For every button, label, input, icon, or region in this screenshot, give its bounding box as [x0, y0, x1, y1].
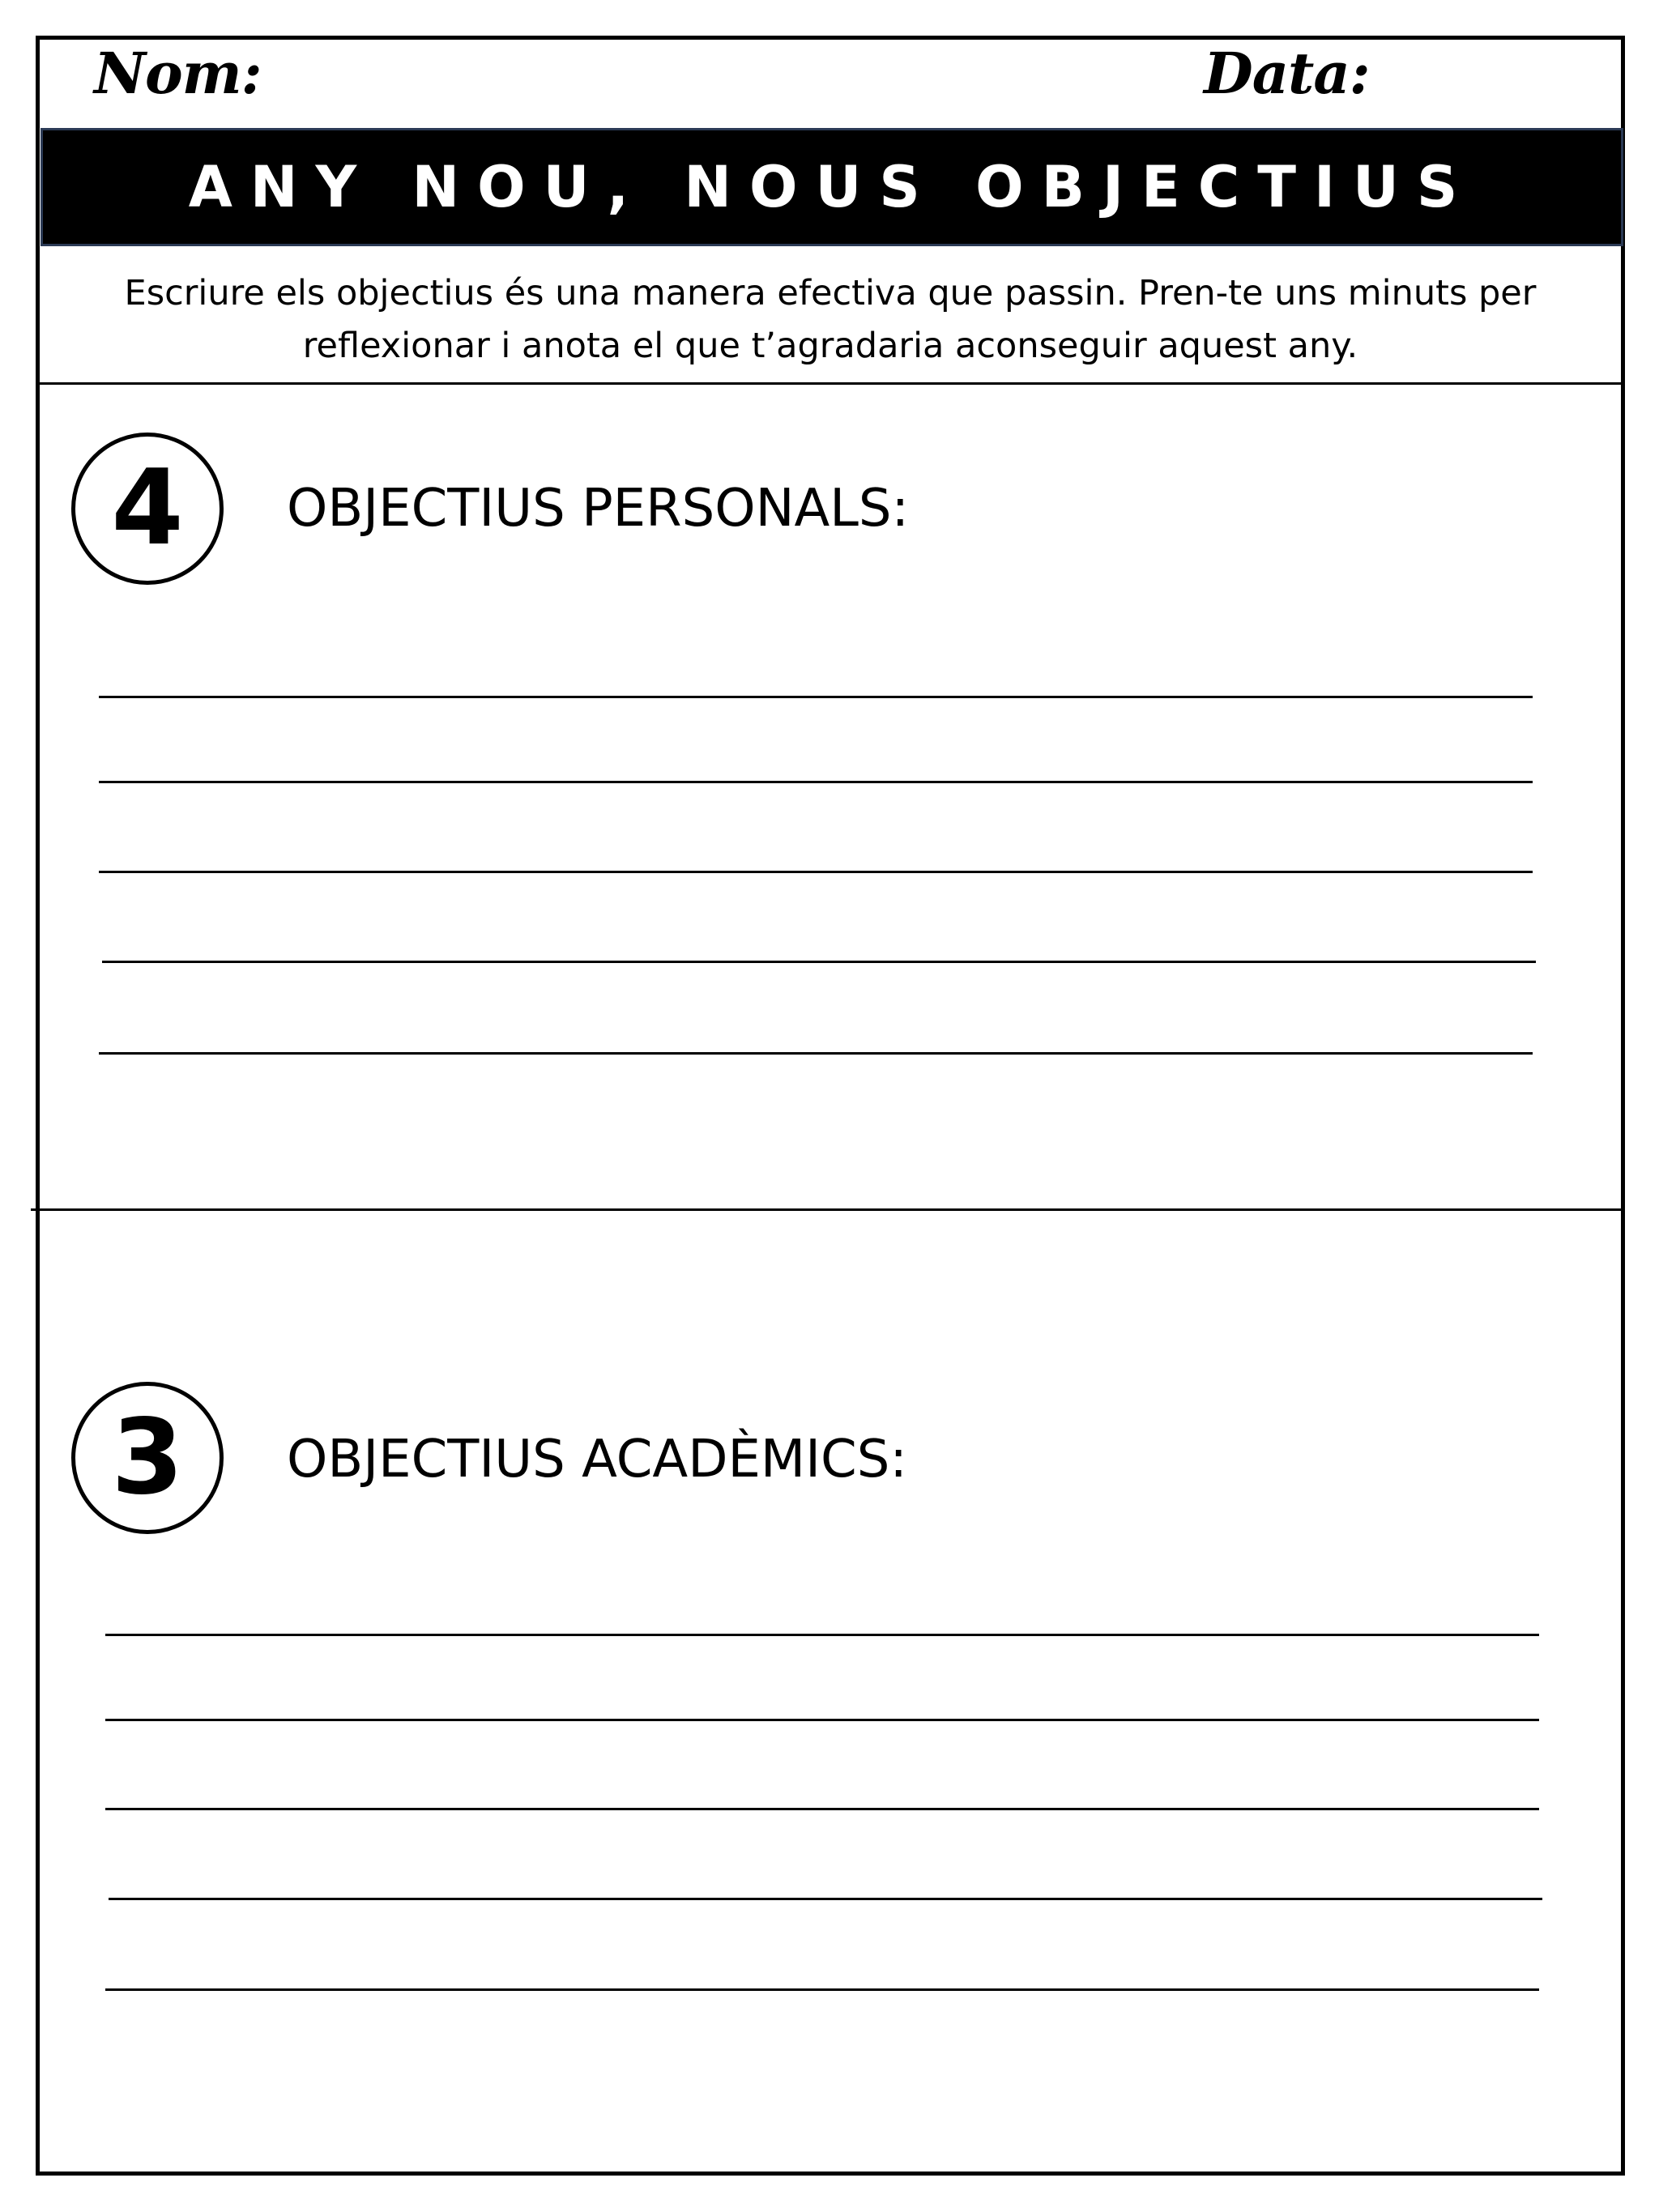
- personal-goal-line-2[interactable]: [99, 781, 1533, 783]
- academic-goal-line-2[interactable]: [105, 1719, 1539, 1721]
- instructions-line-1: Escriure els objectius és una manera efectiva que passin. Pren-te uns minuts per: [124, 273, 1537, 313]
- academic-goal-line-1[interactable]: [105, 1634, 1539, 1636]
- section-divider-line: [31, 1208, 1623, 1211]
- academic-goals-heading: OBJECTIUS ACADÈMICS:: [287, 1430, 907, 1490]
- title-banner: [41, 128, 1623, 246]
- personal-goal-line-1[interactable]: [99, 696, 1533, 698]
- academic-goal-line-3[interactable]: [105, 1808, 1539, 1810]
- personal-goals-count-badge: 4: [71, 433, 224, 585]
- personal-goal-line-3[interactable]: [99, 871, 1533, 873]
- academic-goals-count-badge: 3: [71, 1382, 224, 1534]
- divider-line: [37, 382, 1623, 385]
- instructions: [49, 267, 1612, 373]
- personal-goal-line-4[interactable]: [102, 961, 1536, 963]
- page-title: ANY NOU, NOUS OBJECTIUS: [188, 154, 1476, 220]
- name-label: Nom:: [94, 40, 262, 107]
- instructions-line-2: reflexionar i anota el que t’agradaria aconseguir aquest any.: [302, 326, 1358, 366]
- personal-goals-heading: OBJECTIUS PERSONALS:: [287, 479, 910, 539]
- academic-goal-line-5[interactable]: [105, 1988, 1539, 1991]
- academic-goal-line-4[interactable]: [109, 1898, 1542, 1900]
- personal-goal-line-5[interactable]: [99, 1052, 1533, 1055]
- date-label: Data:: [1204, 40, 1370, 107]
